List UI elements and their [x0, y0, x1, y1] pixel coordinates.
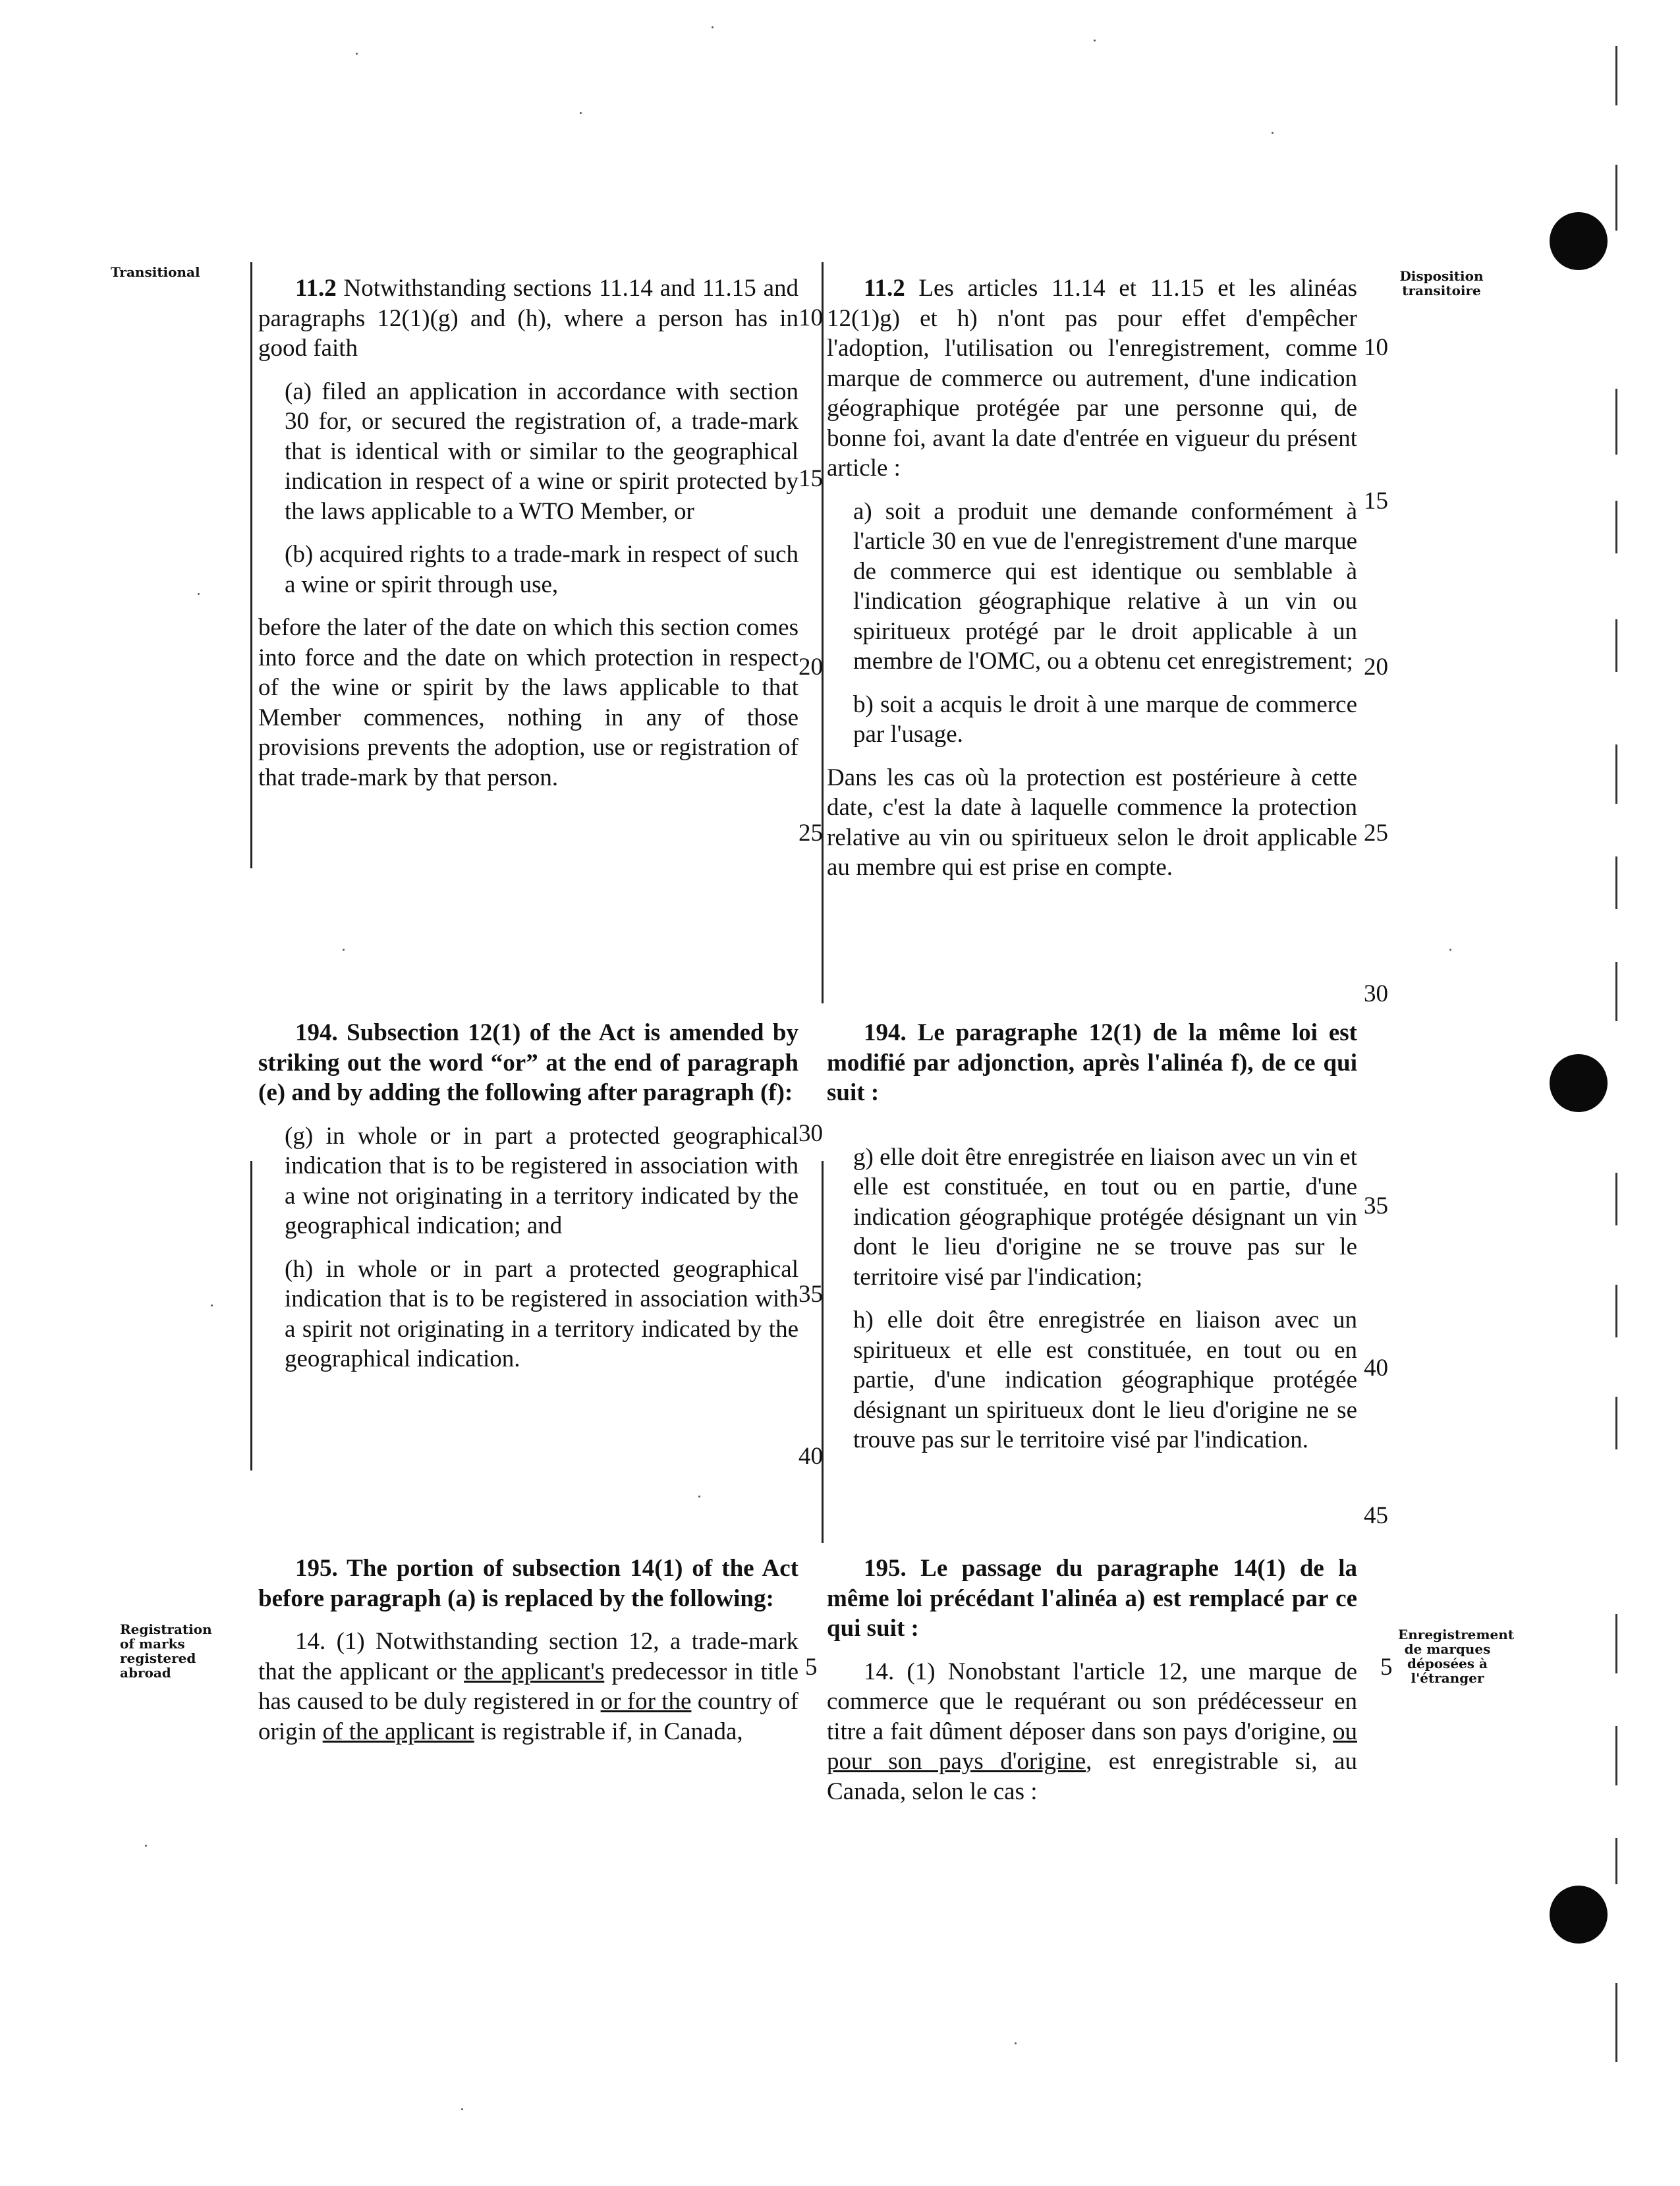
paragraph-b-en: (b) acquired rights to a trade-mark in respect of such a wine or spirit through use,	[285, 541, 798, 598]
scan-speck	[712, 26, 714, 28]
column-rule	[822, 262, 824, 1003]
amended-text: or for the	[600, 1688, 692, 1715]
scan-speck	[1449, 949, 1451, 951]
scan-speck	[1094, 40, 1096, 42]
scan-speck	[1015, 2042, 1017, 2044]
text-run: 14. (1) Notwithstanding section 12, a trade-mark that the applicant or	[258, 1628, 798, 1685]
section-text: Les articles 11.14 et 11.15 et les alinéas 12(1)g) et h) n'ont pas pour effet d'empêcher l'adoption, l'utilisation ou l'enregistrement, comme marque de commerce ou autrement, d'une indication géographique protégée par une personne qui, de bonne foi, avant la date d'entrée en vigueur du présent article :	[827, 275, 1358, 482]
section-11-2-intro-fr	[827, 273, 1357, 484]
scan-edge-mark	[1615, 856, 1617, 909]
margin-note-transitional: Transitional	[111, 264, 200, 280]
scan-speck	[580, 112, 582, 114]
scan-edge-mark	[1615, 619, 1617, 672]
line-number: 10	[1364, 334, 1388, 361]
line-number: 15	[1364, 488, 1388, 515]
section-14-1-fr	[827, 1657, 1357, 1807]
margin-note-registration-abroad: Registration of marks registered abroad	[120, 1621, 212, 1681]
paragraph-a-en: (a) filed an application in accordance with section 30 for, or secured the registration of, a trade-mark that is identical with or similar to the geographical indication in respect of a wine or spirit protected by the laws applicable to a WTO Member, or	[285, 378, 798, 525]
closing-text-en: before the later of the date on which this section comes into force and the date on which protection in respect of the wine or spirit by the laws applicable to that Member commences, nothing in any of those provisions prevents the adoption, use or registration of that trade-mark by that person.	[258, 614, 798, 791]
scan-speck	[1272, 132, 1274, 134]
paragraph-h-en: (h) in whole or in part a protected geographical indication that is to be registered in association with a spirit not originating in a territory indicated by the geographical indication.	[285, 1255, 798, 1372]
punch-hole	[1550, 1054, 1608, 1112]
text-run: , est enregistrable si, au Canada, selon le cas :	[827, 1748, 1357, 1805]
column-rule	[250, 1161, 252, 1471]
paragraph-a-fr: a) soit a produit une demande conformément à l'article 30 en vue de l'enregistrement d'une marque de commerce qui est identique ou semblable à l'indication géographique relative à un vin ou spiritueux protégé par le droit applicable à un membre de l'OMC, ou a obtenu cet enregistrement;	[853, 497, 1357, 675]
scan-edge-mark	[1615, 46, 1617, 105]
scan-speck	[211, 1304, 213, 1306]
scan-edge-mark	[1615, 165, 1617, 231]
section-11-2-french	[827, 273, 1357, 896]
amended-text: of the applicant	[322, 1718, 474, 1745]
line-number: 5	[1380, 1654, 1393, 1681]
line-number: 15	[798, 465, 823, 492]
section-number: 11.2	[864, 275, 905, 302]
text-run: 14. (1) Nonobstant l'article 12, une marque de commerce que le requérant ou son prédécesseur en titre a fait dûment déposer dans son pays d'origine,	[827, 1658, 1357, 1745]
scan-edge-mark	[1615, 1173, 1617, 1225]
section-195-heading-en: 195. The portion of subsection 14(1) of the Act before paragraph (a) is replaced by the following:	[258, 1555, 798, 1612]
scan-edge-mark	[1615, 744, 1617, 804]
line-number: 35	[798, 1281, 823, 1308]
line-number: 5	[805, 1654, 818, 1681]
margin-note-disposition: Disposition transitoire	[1399, 268, 1484, 298]
line-number: 20	[1364, 654, 1388, 681]
amended-text: ou pour son pays d'origine	[827, 1718, 1357, 1775]
scan-speck	[698, 1496, 700, 1498]
section-195-english	[258, 1554, 798, 1760]
text-run: predecessor in title has caused to be duly registered in	[258, 1658, 798, 1715]
scan-speck	[198, 593, 200, 595]
line-number: 35	[1364, 1192, 1388, 1219]
scan-edge-mark	[1615, 1397, 1617, 1449]
scan-speck	[343, 949, 345, 951]
scan-speck	[356, 53, 358, 55]
paragraph-g-fr: g) elle doit être enregistrée en liaison avec un vin et elle est constituée, en tout ou en partie, d'une indication géographique protégée désignant un vin dont le lieu d'origine ne se trouve pas sur le territoire visé par l'indication;	[853, 1143, 1357, 1291]
line-number: 20	[798, 654, 823, 681]
text-run: country of origin	[258, 1688, 798, 1745]
column-rule	[250, 262, 252, 868]
punch-hole	[1550, 1886, 1608, 1944]
scan-speck	[461, 2108, 463, 2110]
amended-text: the applicant's	[464, 1658, 605, 1685]
line-number: 25	[1364, 820, 1388, 847]
punch-hole	[1550, 212, 1608, 270]
paragraph-h-fr: h) elle doit être enregistrée en liaison avec un spiritueux et elle est constituée, en tout ou en partie, d'une indication géographique protégée désignant un spiritueux dont le lieu d'origine ne se trouve pas sur le territoire visé par l'indication.	[853, 1306, 1357, 1453]
section-number: 11.2	[295, 275, 337, 302]
line-number: 45	[1364, 1502, 1388, 1529]
section-14-1-en	[258, 1627, 798, 1747]
scan-speck	[145, 1845, 147, 1847]
section-194-english	[258, 1018, 798, 1387]
scan-edge-mark	[1615, 1285, 1617, 1337]
column-rule	[822, 1161, 824, 1543]
line-number: 30	[798, 1120, 823, 1147]
line-number: 30	[1364, 980, 1388, 1007]
section-194-heading-en: 194. Subsection 12(1) of the Act is amended by striking out the word “or” at the end of paragraph (e) and by adding the following after paragraph (f):	[258, 1019, 798, 1106]
section-11-2-intro-en	[258, 273, 798, 364]
scan-edge-mark	[1615, 1726, 1617, 1785]
scan-edge-mark	[1615, 962, 1617, 1021]
section-text: Notwithstanding sections 11.14 and 11.15 and paragraphs 12(1)(g) and (h), where a person has in good faith	[258, 275, 799, 362]
line-number: 10	[798, 304, 823, 331]
scan-edge-mark	[1615, 1838, 1617, 1884]
section-194-heading-fr: 194. Le paragraphe 12(1) de la même loi est modifié par adjonction, après l'alinéa f), de ce qui suit :	[827, 1019, 1357, 1106]
line-number: 25	[798, 820, 823, 847]
section-194-french	[827, 1018, 1357, 1469]
section-195-heading-fr: 195. Le passage du paragraphe 14(1) de la même loi précédant l'alinéa a) est remplacé par ce qui suit :	[827, 1555, 1357, 1642]
scan-edge-mark	[1615, 389, 1617, 455]
line-number: 40	[798, 1443, 823, 1470]
section-11-2-english	[258, 273, 798, 806]
paragraph-b-fr: b) soit a acquis le droit à une marque de commerce par l'usage.	[853, 690, 1357, 748]
scan-edge-mark	[1615, 501, 1617, 553]
margin-note-enregistrement: Enregistrement de marques déposées à l'étranger	[1398, 1627, 1515, 1686]
closing-text-fr: Dans les cas où la protection est postérieure à cette date, c'est la date à laquelle commence la protection relative au vin ou spiritueux selon le droit applicable au membre qui est prise en compte.	[827, 764, 1357, 881]
text-run: is registrable if, in Canada,	[474, 1718, 743, 1745]
paragraph-g-en: (g) in whole or in part a protected geographical indication that is to be registered in association with a wine not originating in a territory indicated by the geographical indication; and	[285, 1122, 798, 1239]
scan-edge-mark	[1615, 1614, 1617, 1673]
line-number: 40	[1364, 1355, 1388, 1382]
scan-edge-mark	[1615, 1983, 1617, 2062]
section-195-french	[827, 1554, 1357, 1820]
